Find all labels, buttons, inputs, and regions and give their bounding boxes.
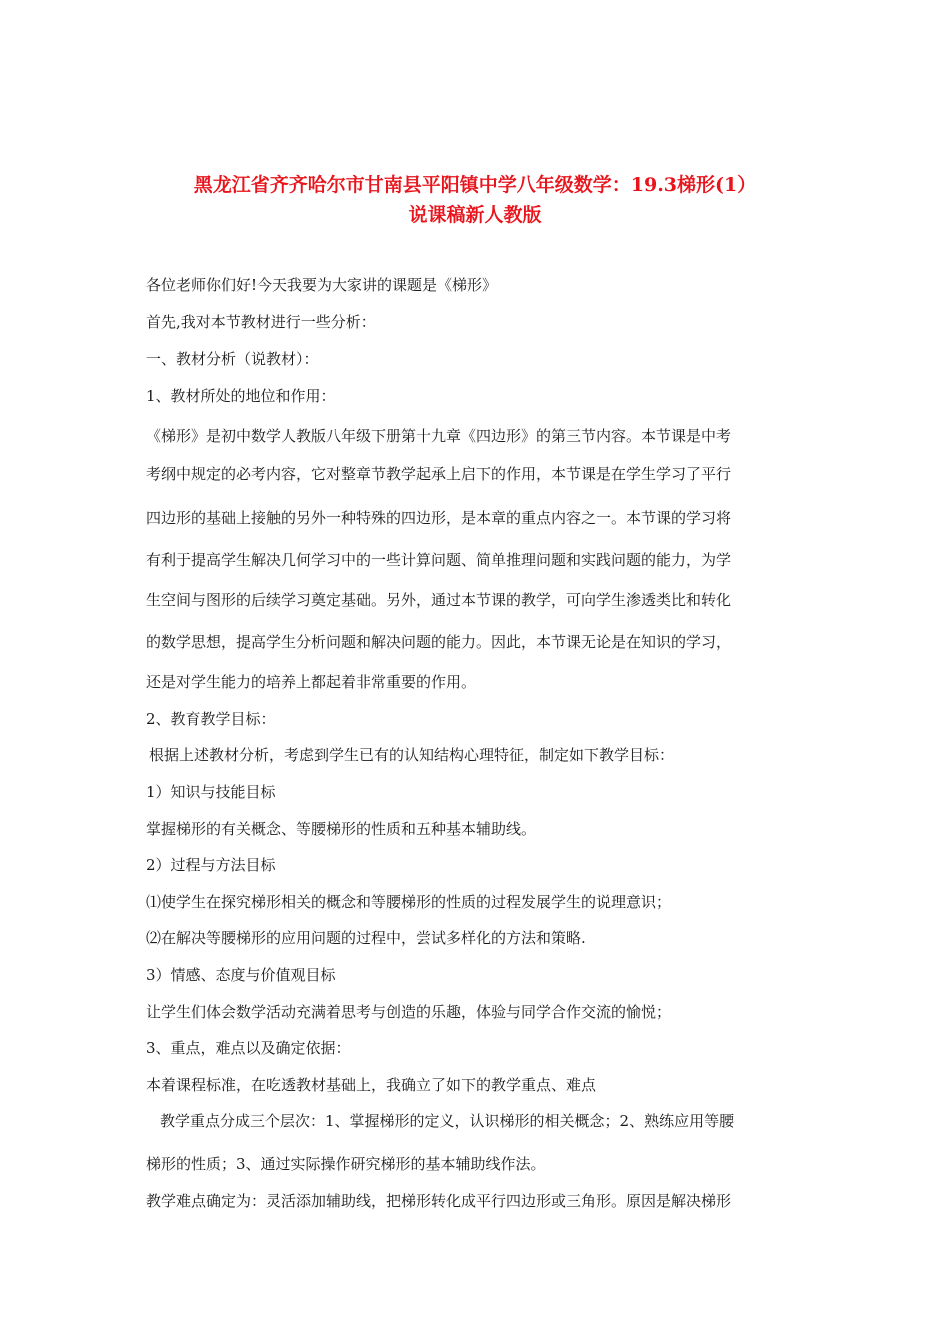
subsection-heading: 1、教材所处的地位和作用：: [146, 387, 336, 405]
objective-heading: 2）过程与方法目标: [146, 856, 276, 874]
paragraph-line: 还是对学生能力的培养上都起着非常重要的作用。: [146, 673, 477, 691]
paragraph-line: 梯形的性质；3、通过实际操作研究梯形的基本辅助线作法。: [146, 1155, 546, 1173]
list-item: ⑵在解决等腰梯形的应用问题的过程中，尝试多样化的方法和策略.: [146, 929, 586, 947]
section-heading: 一、教材分析（说教材）：: [146, 350, 319, 368]
paragraph-line: 教学难点确定为：灵活添加辅助线，把梯形转化成平行四边形或三角形。原因是解决梯形: [146, 1192, 732, 1210]
paragraph-line: 有利于提高学生解决几何学习中的一些计算问题、简单推理问题和实践问题的能力，为学: [146, 551, 732, 569]
paragraph: 根据上述教材分析，考虑到学生已有的认知结构心理特征，制定如下教学目标：: [149, 746, 675, 764]
paragraph: 本着课程标准，在吃透教材基础上，我确立了如下的教学重点、难点: [146, 1076, 597, 1094]
subsection-heading: 3、重点，难点以及确定依据：: [146, 1039, 351, 1057]
title-line-2: 说课稿新人教版: [408, 204, 542, 226]
paragraph-line: 《梯形》是初中数学人教版八年级下册第十九章《四边形》的第三节内容。本节课是中考: [146, 427, 732, 445]
paragraph-line: 教学重点分成三个层次：1、掌握梯形的定义，认识梯形的相关概念；2、熟练应用等腰: [160, 1112, 735, 1130]
list-item: ⑴使学生在探究梯形相关的概念和等腰梯形的性质的过程发展学生的说理意识；: [146, 893, 672, 911]
title-line-1: 黑龙江省齐齐哈尔市甘南县平阳镇中学八年级数学：19.3梯形(1）: [193, 174, 757, 196]
objective-heading: 3）情感、态度与价值观目标: [146, 966, 336, 984]
objective-heading: 1）知识与技能目标: [146, 783, 276, 801]
paragraph-line: 的数学思想，提高学生分析问题和解决问题的能力。因此，本节课无论是在知识的学习，: [146, 633, 732, 651]
paragraph: 掌握梯形的有关概念、等腰梯形的性质和五种基本辅助线。: [146, 820, 537, 838]
paragraph: 首先,我对本节教材进行一些分析：: [146, 313, 376, 331]
paragraph: 让学生们体会数学活动充满着思考与创造的乐趣，体验与同学合作交流的愉悦；: [146, 1003, 672, 1021]
paragraph-line: 考纲中规定的必考内容，它对整章节教学起承上启下的作用，本节课是在学生学习了平行: [146, 465, 732, 483]
paragraph: 各位老师你们好!今天我要为大家讲的课题是《梯形》: [146, 276, 498, 294]
subsection-heading: 2、教育教学目标：: [146, 710, 276, 728]
paragraph-line: 四边形的基础上接触的另外一种特殊的四边形，是本章的重点内容之一。本节课的学习将: [146, 509, 732, 527]
document-title: [100, 170, 850, 230]
paragraph-line: 生空间与图形的后续学习奠定基础。另外，通过本节课的教学，可向学生渗透类比和转化: [146, 591, 732, 609]
